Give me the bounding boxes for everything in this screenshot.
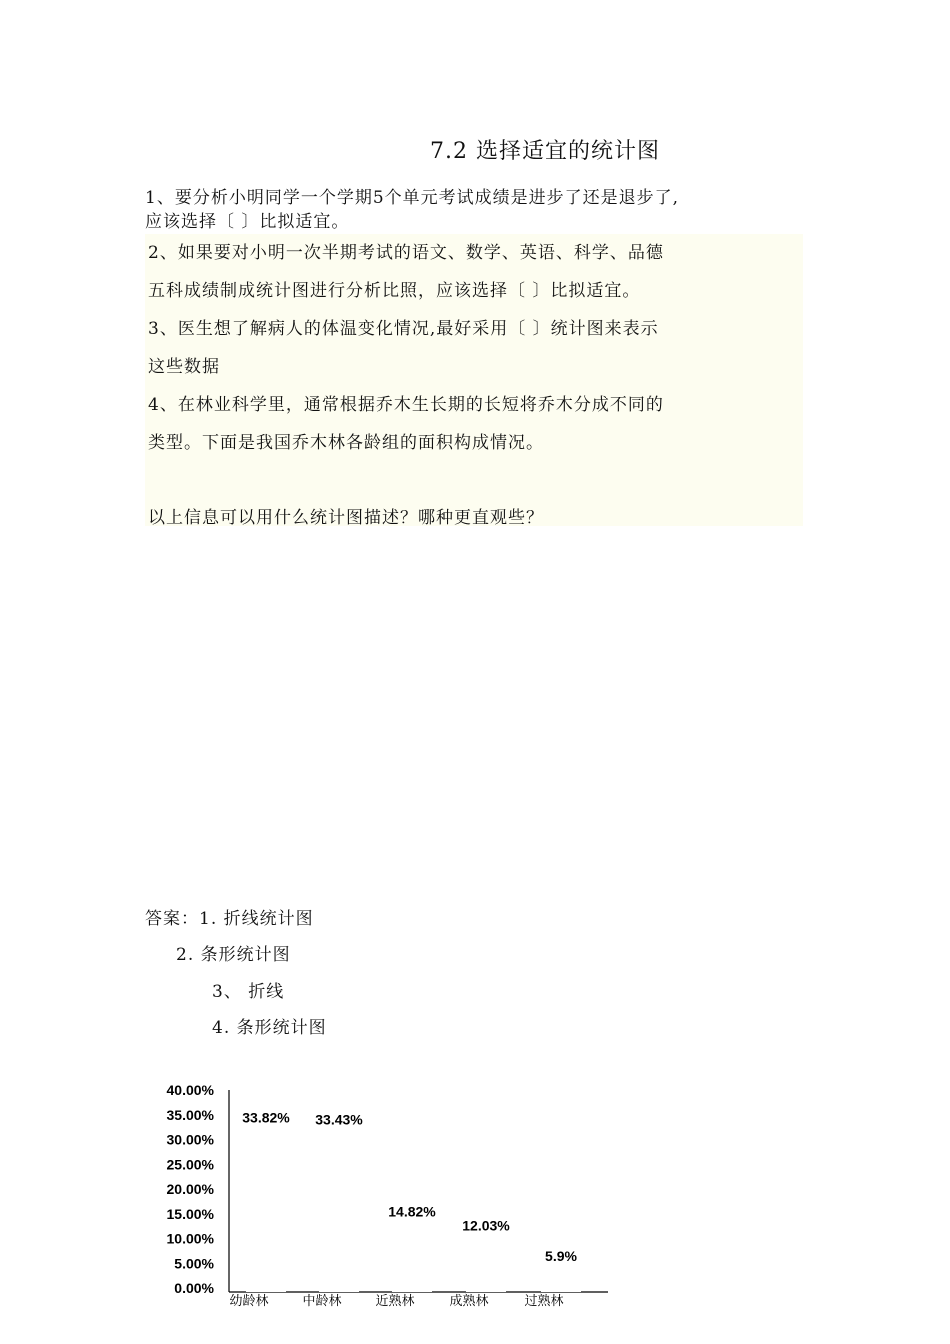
page-title: 7.2 选择适宜的统计图 [430, 139, 660, 164]
x-tick-label: 过熟林 [524, 1293, 564, 1308]
y-tick-label: 30.00% [166, 1131, 214, 1148]
y-tick-label: 20.00% [166, 1181, 214, 1197]
question-1-line-1: 1、要分析小明同学一个学期5个单元考试成绩是进步了还是退步了, [145, 188, 680, 208]
question-1 [145, 186, 815, 234]
data-label: 5.9% [545, 1247, 577, 1264]
bar [246, 1121, 286, 1292]
question-4-line-2: 类型。下面是我国乔木林各龄组的面积构成情况。 [148, 433, 544, 453]
question-2-line-2: 五科成绩制成统计图进行分析比照，应该选择〔 〕比拟适宜。 [148, 281, 641, 301]
data-label: 12.03% [462, 1217, 510, 1234]
question-3-line-2: 这些数据 [148, 357, 220, 377]
bar [392, 1215, 432, 1292]
answer-2: 2. 条形统计图 [176, 945, 291, 965]
x-tick-label: 成熟林 [449, 1293, 489, 1308]
y-tick-label: 15.00% [166, 1205, 214, 1222]
question-3-line-1: 3、医生想了解病人的体温变化情况,最好采用〔 〕统计图来表示 [148, 319, 659, 339]
x-tick-label: 中龄林 [302, 1293, 342, 1308]
x-axis-labels [229, 1293, 563, 1308]
y-tick-label: 35.00% [166, 1106, 214, 1123]
y-tick-label: 5.00% [174, 1255, 214, 1272]
question-5: 以上信息可以用什么统计图描述？哪种更直观些？ [148, 508, 544, 528]
x-tick-label: 近熟林 [375, 1293, 415, 1308]
data-label: 33.43% [315, 1111, 363, 1128]
y-tick-label: 0.00% [174, 1280, 214, 1296]
bar [319, 1123, 359, 1292]
answer-4: 4. 条形统计图 [212, 1018, 327, 1038]
y-tick-label: 10.00% [166, 1230, 214, 1247]
data-label: 14.82% [388, 1203, 436, 1220]
y-tick-label: 40.00% [166, 1082, 214, 1098]
forest-age-chart [150, 1075, 620, 1320]
x-tick-label: 幼龄林 [229, 1293, 269, 1308]
answer-3: 3、 折线 [212, 982, 285, 1002]
question-2-line-1: 2、如果要对小明一次半期考试的语文、数学、英语、科学、品德 [148, 243, 664, 263]
question-1-line-2: 应该选择〔 〕比拟适宜。 [145, 212, 350, 232]
data-label: 33.82% [242, 1109, 290, 1126]
question-4-line-1: 4、在林业科学里，通常根据乔木生长期的长短将乔木分成不同的 [148, 395, 664, 415]
y-tick-label: 25.00% [166, 1156, 214, 1173]
answer-1: 答案：1. 折线统计图 [145, 909, 314, 929]
y-axis-ticks [167, 1082, 215, 1296]
bar [466, 1228, 506, 1292]
